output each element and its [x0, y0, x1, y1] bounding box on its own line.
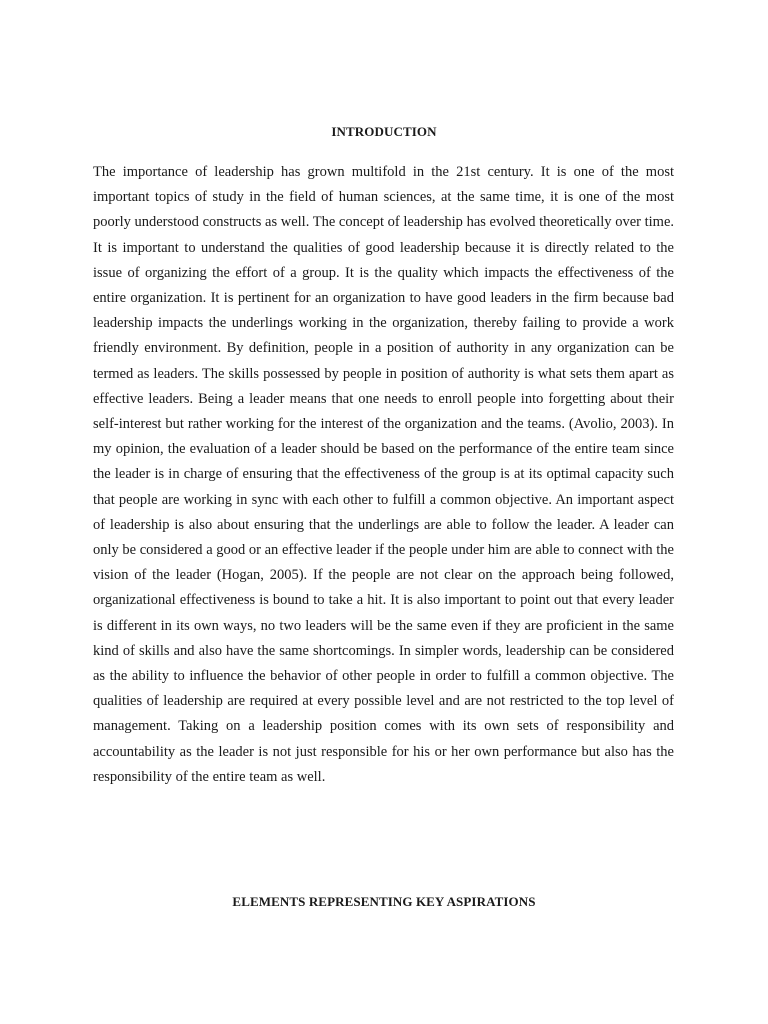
introduction-paragraph: The importance of leadership has grown multifold in the 21st century. It is one of the most important topics of study in the field of human sciences, at the same time, it is one of the most poorly understood constructs as well. The concept of leadership has evolved theoretically over time. It is important to understand the qualities of good leadership because it is directly related to the issue of organizing the effort of a group. It is the quality which impacts the effectiveness of the entire organization. It is pertinent for an organization to have good leaders in the firm because bad leadership impacts the underlings working in the organization, thereby failing to provide a work friendly environment. By definition, people in a position of authority in any organization can be termed as leaders. The skills possessed by people in position of authority is what sets them apart as effective leaders. Being a leader means that one needs to enroll people into forgetting about their self-interest but rather working for the interest of the organization and the teams. (Avolio, 2003). In my opinion, the evaluation of a leader should be based on the performance of the entire team since the leader is in charge of ensuring that the effectiveness of the group is at its optimal capacity such that people are working in sync with each other to fulfill a common objective. An important aspect of leadership is also about ensuring that the underlings are able to follow the leader. A leader can only be considered a good or an effective leader if the people under him are able to connect with the vision of the leader (Hogan, 2005). If the people are not clear on the approach being followed, organizational effectiveness is bound to take a hit. It is also important to point out that every leader is different in its own ways, no two leaders will be the same even if they are proficient in the same kind of skills and also have the same shortcomings. In simpler words, leadership can be considered as the ability to influence the behavior of other people in order to fulfill a common objective. The qualities of leadership are required at every possible level and are not restricted to the top level of management. Taking on a leadership position comes with its own sets of responsibility and accountability as the leader is not just responsible for his or her own performance but also has the responsibility of the entire team as well.: [93, 164, 674, 785]
introduction-heading: INTRODUCTION: [331, 124, 437, 139]
section-heading: ELEMENTS REPRESENTING KEY ASPIRATIONS: [232, 894, 536, 909]
